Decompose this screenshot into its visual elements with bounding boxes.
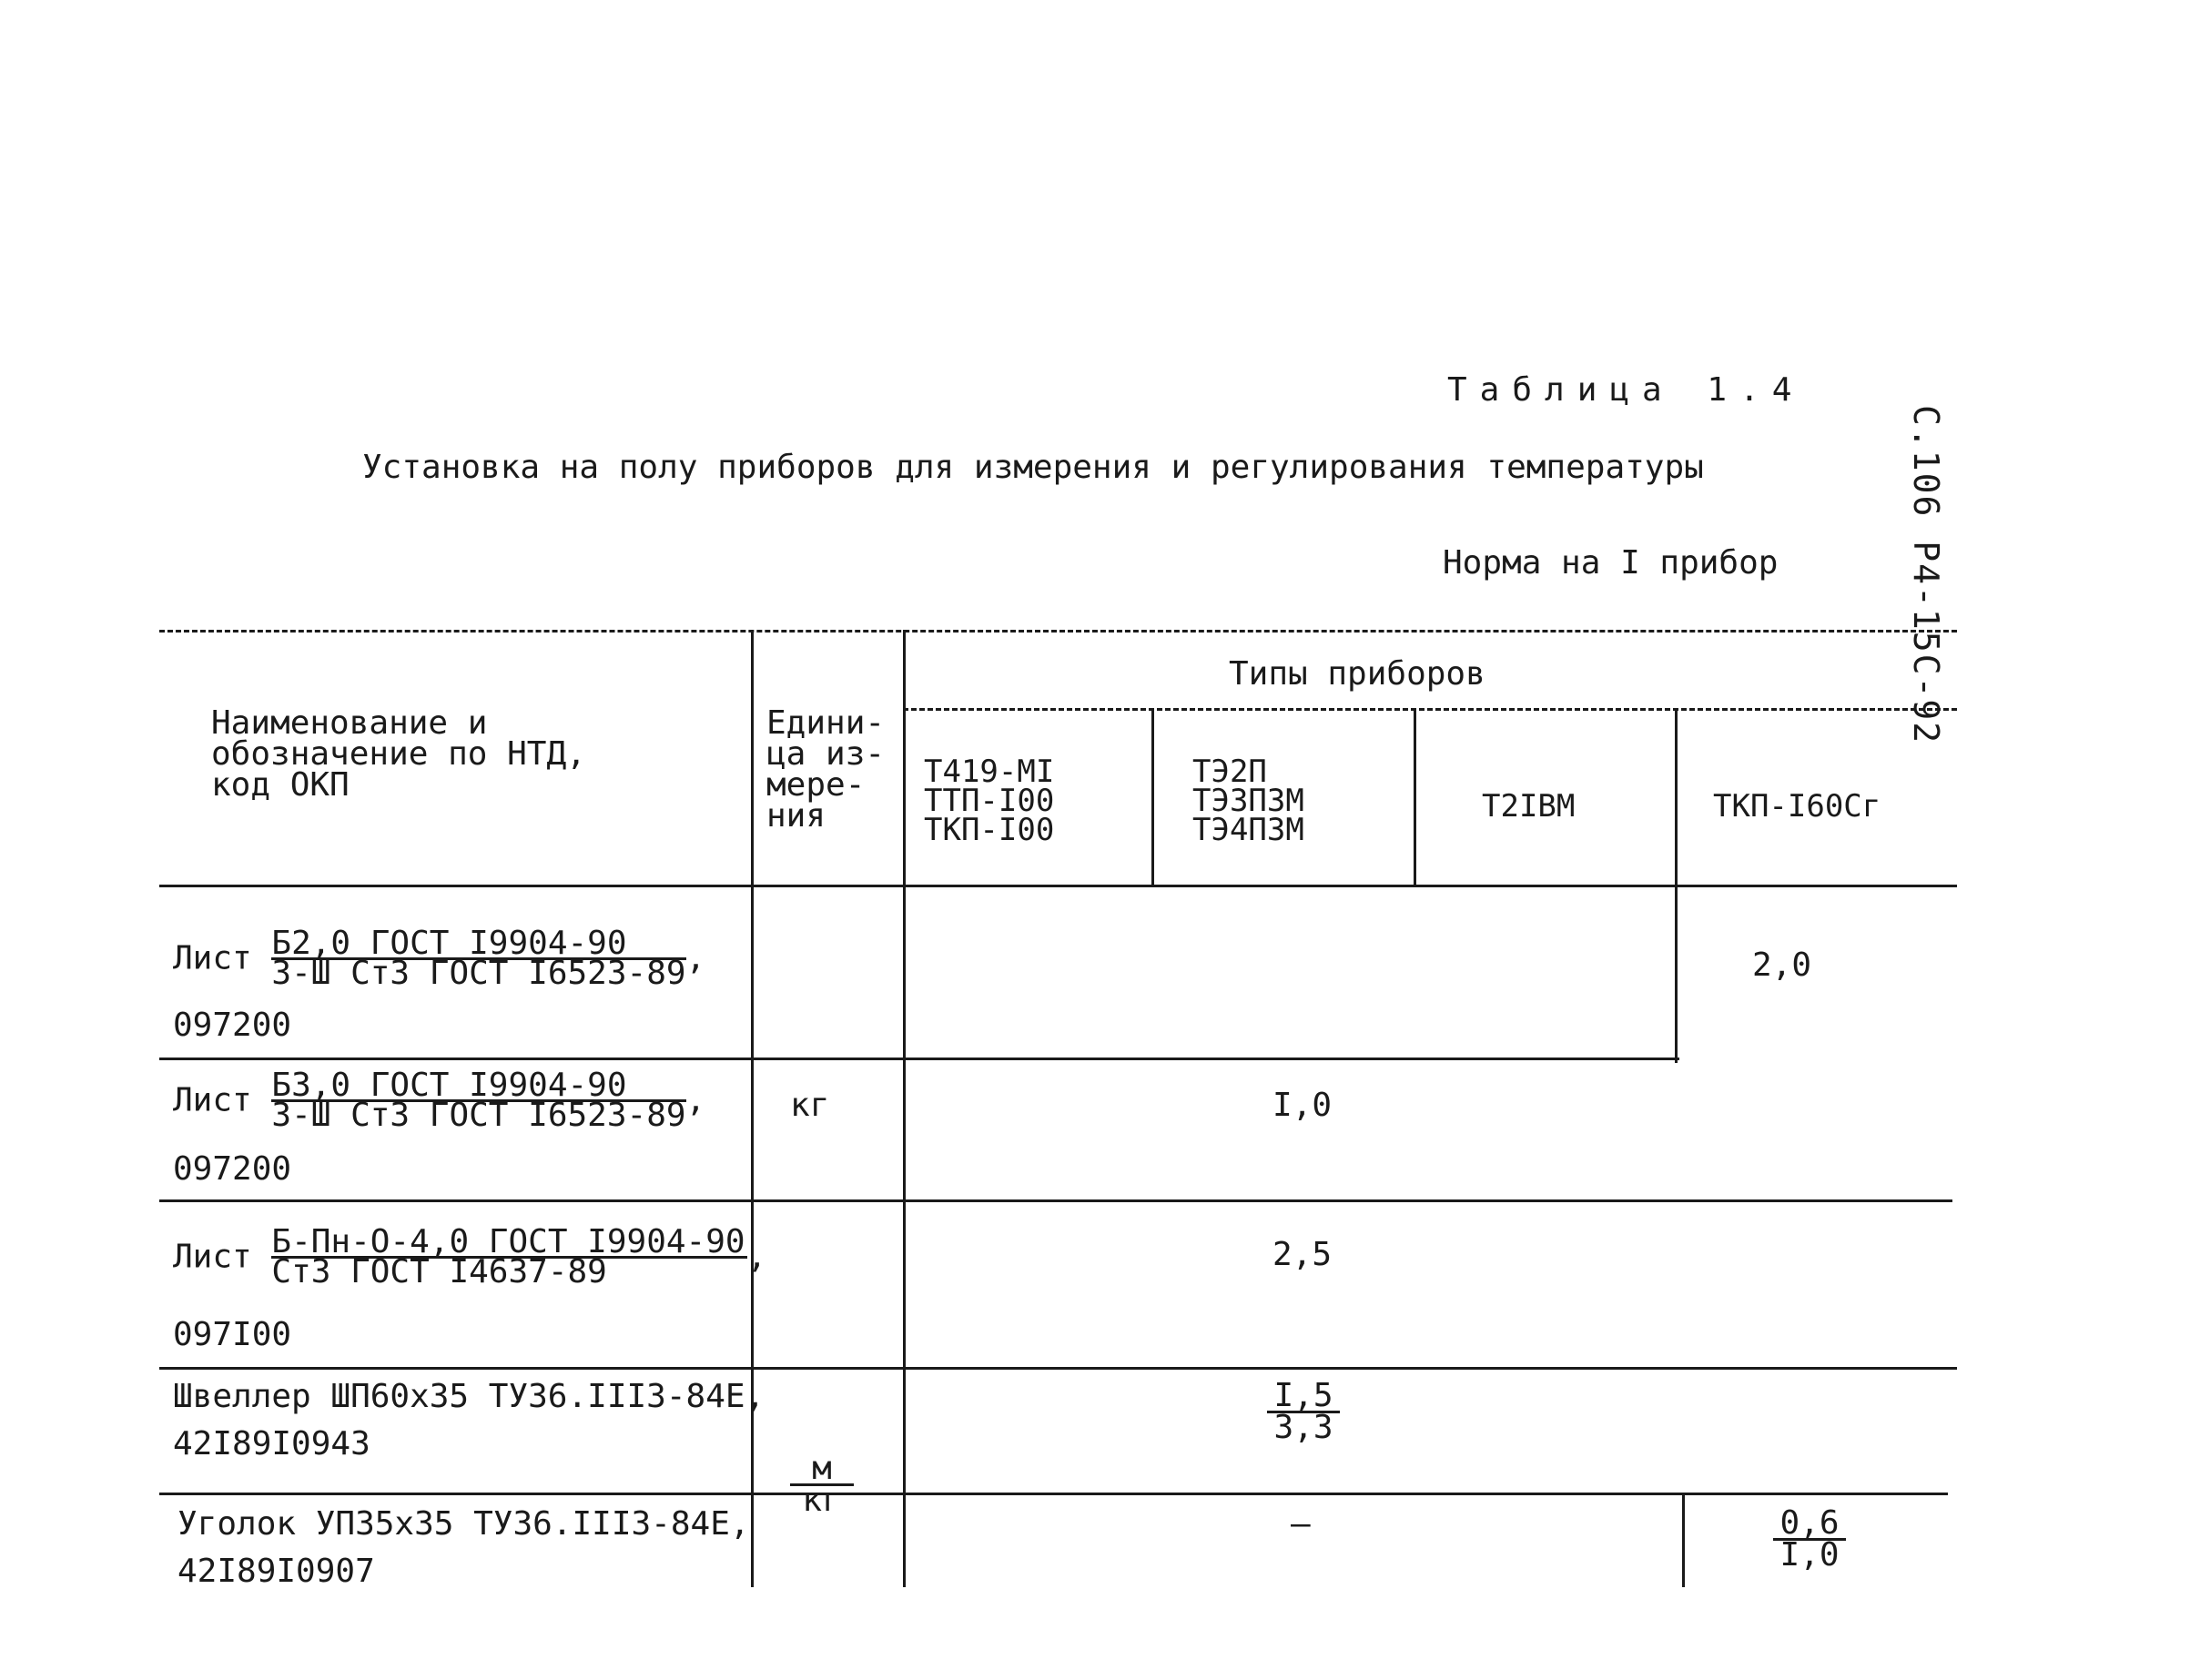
row-value: $\frac{I,5}{3,3}$ xyxy=(1267,1381,1340,1442)
row4-bottom-line xyxy=(159,1493,1948,1495)
row-code: 097I00 xyxy=(173,1316,292,1353)
type2-type3-divider xyxy=(1414,708,1416,885)
types-caption-line xyxy=(903,708,1957,711)
table-row: Швеллер ШП60х35 ТУ36.III3-84Е, 42I89I0943 xyxy=(173,1378,765,1462)
type3-type4-divider xyxy=(1675,708,1678,1063)
table-top-line xyxy=(159,630,1957,633)
table-label: Таблица 1.4 xyxy=(1447,371,1805,409)
row-code: 097200 xyxy=(173,1007,292,1044)
header-bottom-line xyxy=(159,885,1957,887)
type-col-2: ТЭ2П ТЭ3П3М ТЭ4П3М xyxy=(1192,754,1304,848)
type1-type2-divider xyxy=(1151,708,1154,885)
row-designation: $\frac{\text{Б3,0 ГОСТ I9904-90}}{\text{3-Ш Ст3 ГОСТ I6523-89}}$ xyxy=(271,1067,686,1134)
row-value-dash: – xyxy=(1291,1505,1311,1543)
row-code: 097200 xyxy=(173,1150,292,1188)
type-col-1: Т419-МI ТТП-I00 ТКП-I00 xyxy=(924,754,1055,848)
row-value: I,0 xyxy=(1272,1087,1333,1124)
row-designation: $\frac{\text{Б-Пн-О-4,0 ГОСТ I9904-90}}{\text{Ст3 ГОСТ I4637-89}}$ xyxy=(271,1223,745,1290)
row-designation: $\frac{\text{Б2,0 ГОСТ I9904-90}}{\text{3-Ш Ст3 ГОСТ I6523-89}}$ xyxy=(271,925,686,992)
row-value: 2,5 xyxy=(1272,1236,1333,1273)
unit-m-per-kg: м кг xyxy=(790,1454,854,1515)
table-row: Лист $\frac{\text{Б3,0 ГОСТ I9904-90}}{\text{3-Ш Ст3 ГОСТ I6523-89}}$ , xyxy=(173,1067,706,1134)
page-code: С.106 Р4-15С-92 xyxy=(1906,405,1946,745)
header-name-col: Наименование и обозначение по НТД, код ОКП xyxy=(211,704,586,804)
header-unit-col: Едини- ца из- мере- ния xyxy=(766,704,886,835)
row-prefix: Лист xyxy=(173,1238,252,1276)
table-row: Лист $\frac{\text{Б-Пн-О-4,0 ГОСТ I9904-90}}{\text{Ст3 ГОСТ I4637-89}}$ , xyxy=(173,1223,767,1290)
row2-bottom-line xyxy=(159,1199,915,1202)
table-row: Лист $\frac{\text{Б2,0 ГОСТ I9904-90}}{\text{3-Ш Ст3 ГОСТ I6523-89}}$ , xyxy=(173,925,706,992)
row-value: 2,0 xyxy=(1752,946,1812,984)
norm-note: Норма на I прибор xyxy=(1443,544,1779,582)
last-row-divider xyxy=(1682,1493,1685,1587)
table-title: Установка на полу приборов для измерения и регулирования температуры xyxy=(362,449,1704,486)
type-col-3: Т2IВМ xyxy=(1482,788,1576,825)
row-prefix: Лист xyxy=(173,939,252,977)
types-caption: Типы приборов xyxy=(1229,655,1485,693)
row3-bottom-line xyxy=(159,1367,1957,1370)
row-prefix: Лист xyxy=(173,1081,252,1119)
row-value: $\frac{0,6}{I,0}$ xyxy=(1773,1509,1846,1570)
table-row: Уголок УП35х35 ТУ36.III3-84Е, 42I89I0907 xyxy=(177,1505,750,1590)
unit-kg: кг xyxy=(790,1087,830,1124)
unit-types-divider xyxy=(903,630,906,1587)
row1-bottom-line xyxy=(159,1058,1679,1060)
type-col-4: ТКП-I60Сг xyxy=(1713,788,1881,825)
row2-bottom-line-right xyxy=(915,1199,1952,1202)
